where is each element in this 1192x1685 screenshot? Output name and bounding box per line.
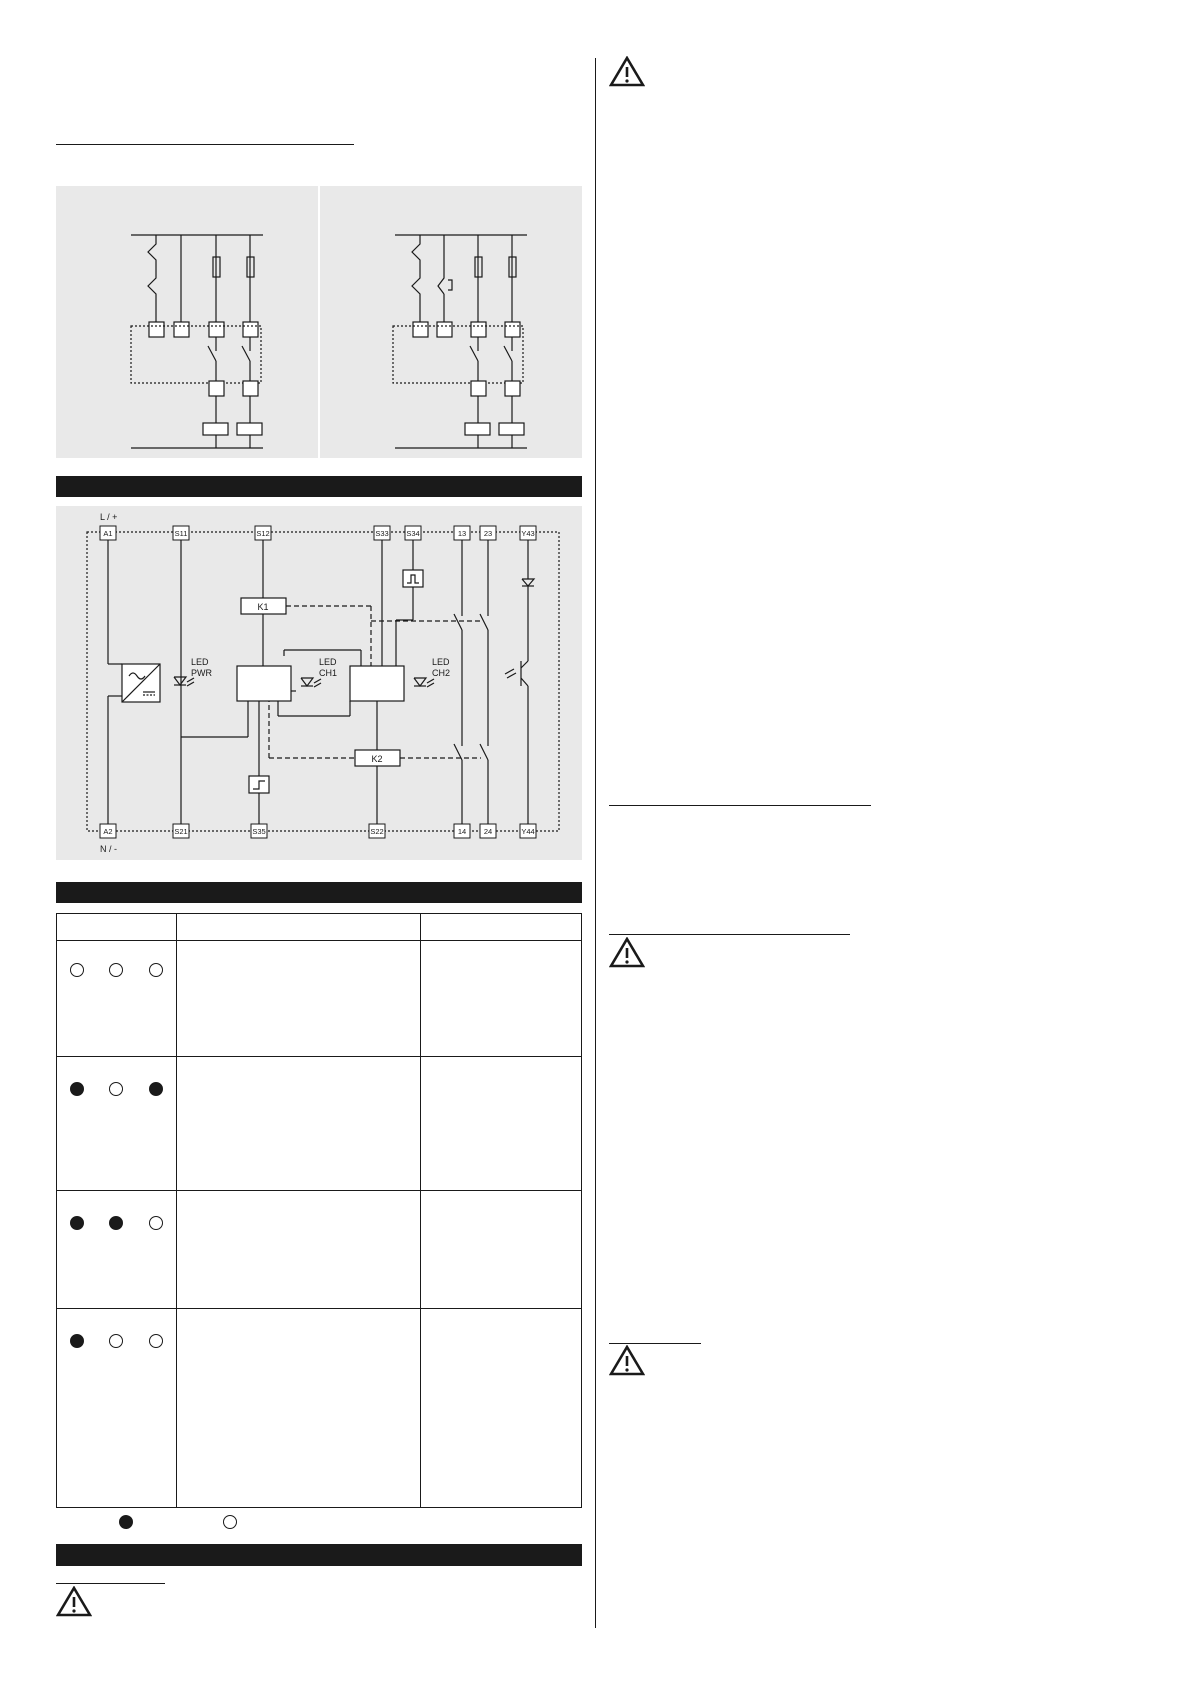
relay-k2-label: K2 — [371, 754, 383, 764]
terminal-13: 13 — [457, 529, 467, 538]
led-row2-ch1 — [109, 1082, 123, 1096]
heading-underline-top — [56, 144, 354, 145]
terminal-s33: S33 — [375, 529, 389, 538]
heading-underline-right-3 — [609, 1343, 701, 1344]
relay-k1-label: K1 — [257, 602, 269, 612]
warning-triangle-icon — [609, 1345, 645, 1376]
led-ch2-label-1: LED — [432, 657, 450, 667]
warning-triangle-icon — [56, 1586, 92, 1617]
terminal-a1: A1 — [103, 529, 113, 538]
led-ch1-label-1: LED — [319, 657, 337, 667]
led-on-icon — [119, 1515, 133, 1529]
led-pwr-label-1: LED — [191, 657, 209, 667]
terminal-s34: S34 — [406, 529, 420, 538]
section-bar-led-table — [56, 882, 582, 903]
warning-triangle-icon — [609, 937, 645, 968]
terminal-23: 23 — [483, 529, 493, 538]
led-row3-ch1 — [109, 1216, 123, 1230]
supply-top-label: L / + — [100, 512, 118, 522]
table-column-divider — [176, 914, 177, 1507]
led-row3-ch2 — [149, 1216, 163, 1230]
table-row-divider — [57, 1190, 581, 1191]
led-pwr-label-2: PWR — [191, 668, 212, 678]
led-ch1-label-2: CH1 — [319, 668, 338, 678]
terminal-14: 14 — [457, 827, 467, 836]
wiring-diagram-single-channel — [56, 186, 318, 458]
led-row1-ch2 — [149, 963, 163, 977]
section-bar-block-diagram — [56, 476, 582, 497]
terminal-s21: S21 — [174, 827, 188, 836]
led-row3-pwr — [70, 1216, 84, 1230]
terminal-s35: S35 — [252, 827, 266, 836]
table-column-divider — [420, 914, 421, 1507]
table-row-divider — [57, 1056, 581, 1057]
supply-bottom-label: N / - — [100, 844, 117, 854]
terminal-s22: S22 — [370, 827, 384, 836]
terminal-24: 24 — [483, 827, 493, 836]
terminal-a2: A2 — [103, 827, 113, 836]
heading-underline-right-2 — [609, 934, 850, 935]
warning-triangle-icon — [609, 56, 645, 87]
led-row4-ch1 — [109, 1334, 123, 1348]
wiring-example-left-panel — [56, 186, 318, 458]
wiring-diagram-reset — [320, 186, 582, 458]
led-row2-ch2 — [149, 1082, 163, 1096]
led-row1-pwr — [70, 963, 84, 977]
led-status-table — [56, 913, 582, 1508]
heading-underline-bottom-left — [56, 1583, 165, 1584]
led-ch2-label-2: CH2 — [432, 668, 451, 678]
terminal-y44: Y44 — [521, 827, 535, 836]
terminal-s11: S11 — [174, 529, 188, 538]
table-header-divider — [57, 940, 581, 941]
terminal-y43: Y43 — [521, 529, 535, 538]
block-diagram-panel — [56, 506, 582, 860]
wiring-example-right-panel — [320, 186, 582, 458]
table-row-divider — [57, 1308, 581, 1309]
led-off-icon — [223, 1515, 237, 1529]
block-diagram — [56, 506, 582, 860]
heading-underline-right-1 — [609, 805, 871, 806]
led-row4-pwr — [70, 1334, 84, 1348]
section-bar-bottom — [56, 1544, 582, 1566]
terminal-s12: S12 — [256, 529, 270, 538]
led-row2-pwr — [70, 1082, 84, 1096]
led-row1-ch1 — [109, 963, 123, 977]
column-divider — [595, 58, 596, 1628]
led-row4-ch2 — [149, 1334, 163, 1348]
